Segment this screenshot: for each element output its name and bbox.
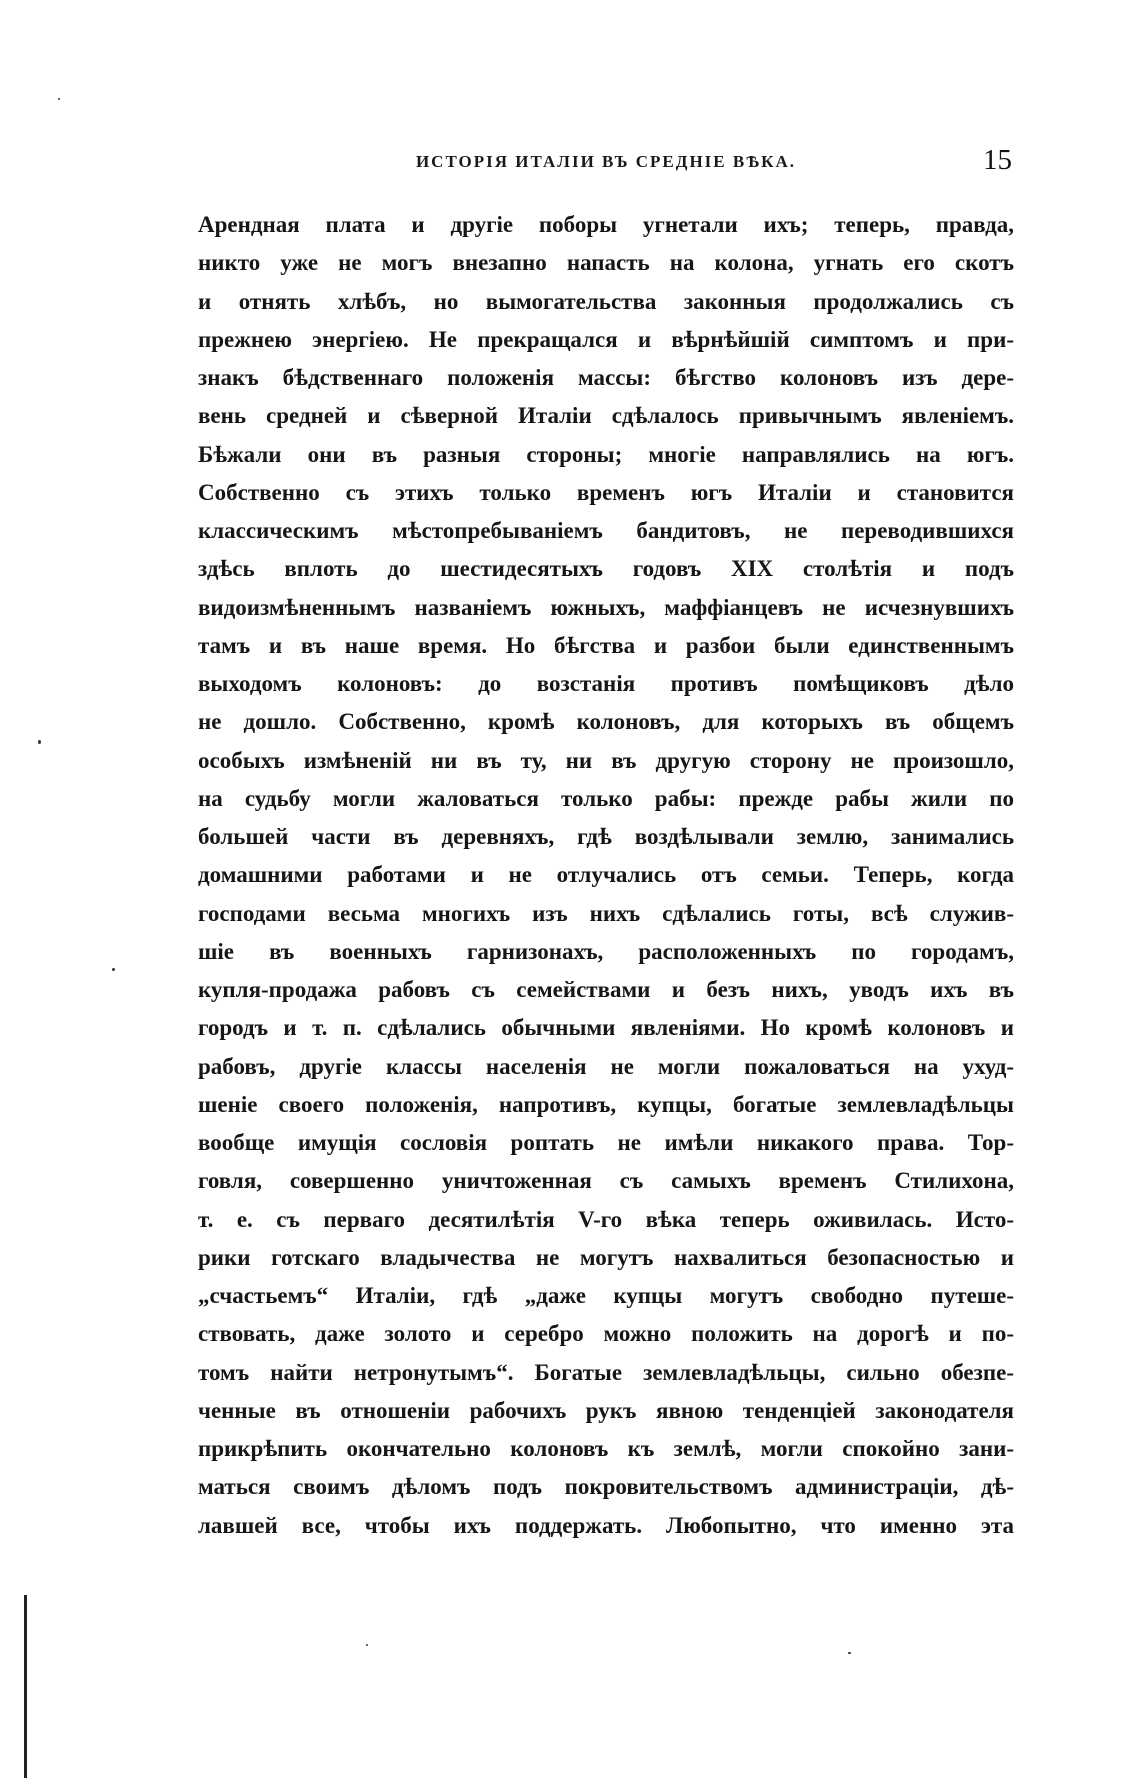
text-line: вообще имущія сословія роптать не имѣли никакого права. Тор-	[198, 1130, 1014, 1155]
scan-speck	[58, 98, 60, 100]
text-line: городъ и т. п. сдѣлались обычными явленіями. Но кромѣ колоновъ и	[198, 1015, 1014, 1041]
text-line: прикрѣпить окончательно колоновъ къ землѣ, могли спокойно зани-	[198, 1436, 1014, 1461]
text-line: здѣсь вплоть до шестидесятыхъ годовъ XIX столѣтія и подъ	[198, 556, 1014, 582]
scan-speck	[848, 1652, 851, 1654]
text-line: ченные въ отношеніи рабочихъ рукъ явною тенденціей законодателя	[198, 1397, 1014, 1423]
text-line: и отнять хлѣбъ, но вымогательства законныя продолжались съ	[198, 288, 1014, 314]
text-line: рики готскаго владычества не могутъ нахвалиться безопасностью и	[198, 1244, 1014, 1270]
text-line: никто уже не могъ внезапно напасть на колона, угнать его скотъ	[198, 250, 1014, 276]
text-line: домашними работами и не отлучались отъ семьи. Теперь, когда	[198, 862, 1014, 888]
text-line: шеніе своего положенія, напротивъ, купцы, богатые землевладѣльцы	[198, 1091, 1014, 1117]
running-head	[200, 140, 1012, 180]
text-line: Бѣжали они въ разныя стороны; многіе направлялись на югъ.	[198, 441, 1014, 467]
text-line: господами весьма многихъ изъ нихъ сдѣлались готы, всѣ служив-	[198, 900, 1014, 926]
running-title: ИСТОРІЯ ИТАЛІИ ВЪ СРЕДНІЕ ВѢКА.	[415, 152, 797, 171]
text-line: выходомъ колоновъ: до возстанія противъ помѣщиковъ дѣло	[198, 671, 1014, 696]
text-line: видоизмѣненнымъ названіемъ южныхъ, маффіанцевъ не исчезнувшихъ	[198, 594, 1014, 620]
text-line: маться своимъ дѣломъ подъ покровительствомъ администраціи, дѣ-	[198, 1474, 1014, 1500]
text-line: большей части въ деревняхъ, гдѣ воздѣлывали землю, занимались	[198, 824, 1014, 849]
scan-margin-mark	[24, 1595, 27, 1778]
text-line: прежнею энергіею. Не прекращался и вѣрнѣйшій симптомъ и при-	[198, 326, 1014, 352]
text-line: Собственно съ этихъ только временъ югъ Италіи и становится	[198, 479, 1014, 505]
text-line: классическимъ мѣстопребываніемъ бандитовъ, не переводившихся	[198, 518, 1014, 543]
text-line: не дошло. Собственно, кромѣ колоновъ, для которыхъ въ общемъ	[198, 709, 1014, 735]
text-line: т. е. съ перваго десятилѣтія V-го вѣка теперь оживилась. Исто-	[198, 1206, 1014, 1232]
scan-speck	[38, 740, 41, 744]
text-line: ствовать, даже золото и серебро можно положить на дорогѣ и по-	[198, 1321, 1014, 1347]
text-line: Арендная плата и другіе поборы угнетали ихъ; теперь, правда,	[198, 212, 1014, 237]
text-line: рабовъ, другіе классы населенія не могли пожаловаться на ухуд-	[198, 1053, 1014, 1079]
scan-speck	[112, 968, 115, 971]
text-line: тамъ и въ наше время. Но бѣгства и разбои были единственнымъ	[198, 632, 1014, 658]
text-line: говля, совершенно уничтоженная съ самыхъ временъ Стилихона,	[198, 1168, 1014, 1194]
text-line: томъ найти нетронутымъ“. Богатые землевладѣльцы, сильно обезпе-	[198, 1359, 1014, 1385]
text-line: „счастьемъ“ Италіи, гдѣ „даже купцы могутъ свободно путеше-	[198, 1283, 1014, 1308]
text-line: на судьбу могли жаловаться только рабы: прежде рабы жили по	[198, 785, 1014, 811]
text-line: знакъ бѣдственнаго положенія массы: бѣгство колоновъ изъ дере-	[198, 365, 1014, 390]
body-text	[198, 206, 1014, 1545]
scan-speck	[366, 1644, 368, 1646]
text-line: лавшей все, чтобы ихъ поддержать. Любопытно, что именно эта	[198, 1512, 1014, 1538]
text-line: купля-продажа рабовъ съ семействами и безъ нихъ, уводъ ихъ въ	[198, 977, 1014, 1002]
text-line: особыхъ измѣненій ни въ ту, ни въ другую сторону не произошло,	[198, 747, 1014, 773]
page-number: 15	[983, 144, 1012, 176]
text-line: вень средней и сѣверной Италіи сдѣлалось привычнымъ явленіемъ.	[198, 403, 1014, 429]
text-line: шіе въ военныхъ гарнизонахъ, расположенныхъ по городамъ,	[198, 938, 1014, 964]
